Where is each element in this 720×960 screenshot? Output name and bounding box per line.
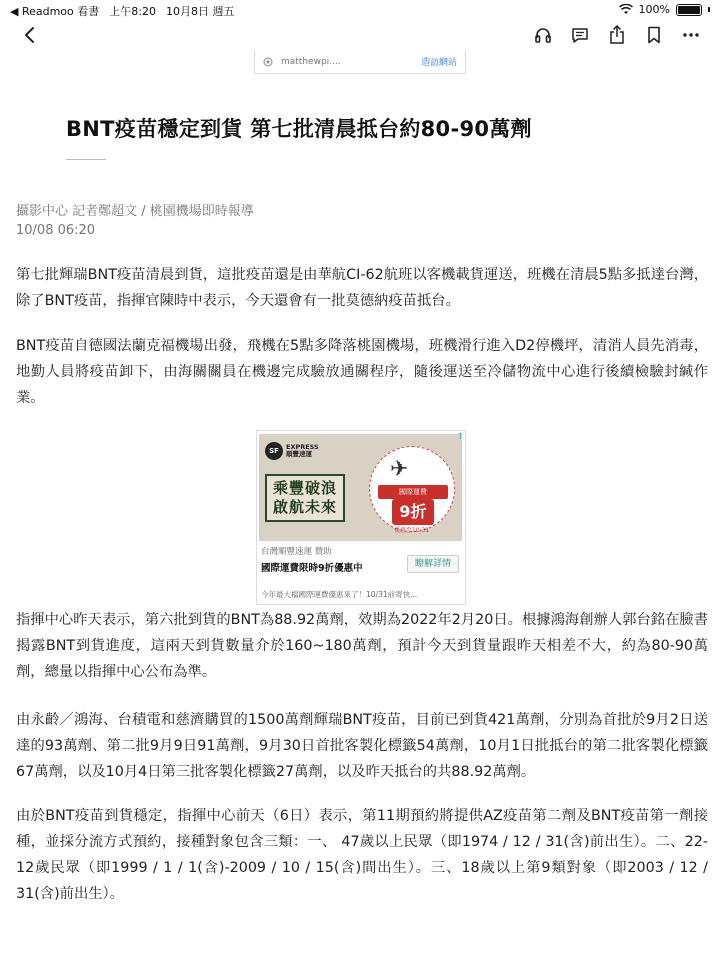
more-button[interactable] [678, 22, 704, 48]
article-byline: 攝影中心 記者鄭超文 / 桃園機場即時報導 [16, 204, 254, 219]
globe-icon [263, 57, 273, 67]
adchoices-icon[interactable]: T [458, 432, 463, 441]
headline-divider [66, 159, 106, 160]
back-button[interactable] [16, 22, 42, 48]
visit-site-link[interactable]: 造訪網站 [420, 58, 457, 68]
ad-promo-badge: ✈ 國際運費 9折 優惠至10.31 [369, 446, 455, 532]
notes-button[interactable] [567, 22, 593, 48]
headphones-icon [534, 26, 552, 44]
airplane-icon: ✈ [390, 457, 409, 482]
reader-toolbar [0, 20, 720, 50]
article-headline: BNT疫苗穩定到貨 第七批清晨抵台約80-90萬劑 [66, 117, 532, 141]
more-icon [682, 32, 700, 38]
top-ad-banner[interactable] [254, 50, 466, 74]
ad-slogan: 乘豐破浪 啟航未來 [265, 474, 345, 522]
inline-ad[interactable] [256, 430, 466, 605]
back-to-app-link[interactable]: ◀ Readmoo 看書 [10, 5, 100, 18]
learn-more-button[interactable]: 瞭解詳情 [407, 555, 459, 573]
article-paragraph: BNT疫苗自德國法蘭克福機場出發，飛機在5點多降落桃園機場，班機滑行進入D2停機坪，清消人員先消毒，地勤人員將疫苗卸下，由海關關員在機邊完成驗放通關程序，隨後運送至冷儲物流中心進行後續檢驗封緘作業。 [16, 338, 708, 406]
share-button[interactable] [604, 22, 630, 48]
status-bar [0, 0, 720, 18]
sf-express-logo: SF EXPRESS 順豐速運 [265, 442, 319, 460]
ad-url: matthewpi.... [281, 56, 341, 67]
back-icon [23, 26, 35, 44]
share-icon [609, 25, 625, 45]
article-paragraph: 由於BNT疫苗到貨穩定，指揮中心前天（6日）表示，第11期預約將提供AZ疫苗第二劑及BNT疫苗第一劑接種，並採分流方式預約，接種對象包含三類：一、 47歲以上民眾（即1974 / 12 / 31(含)前出生）。二、22-12歲民眾（即1999 / 1 / 1(含)-2009 / 10 / 15(含)間出生）。三、18歲以上第9類對象（即2003 / 12 / 31(含)前出生）。 [16, 808, 708, 902]
ad-description: 今年最大檔國際運費優惠來了！10/31前寄快... [261, 590, 418, 599]
listen-button[interactable] [530, 22, 556, 48]
notes-icon [571, 26, 589, 44]
battery-percent: 100% [638, 3, 670, 16]
status-date: 10月8日 週五 [165, 5, 235, 18]
article-paragraph: 第七批輝瑞BNT疫苗清晨到貨，這批疫苗還是由華航CI-62航班以客機載貨運送，班機在清晨5點多抵達台灣，除了BNT疫苗，指揮官陳時中表示，今天還會有一批莫德納疫苗抵台。 [16, 267, 708, 309]
article-paragraph: 由永齡／鴻海、台積電和慈濟購買的1500萬劑輝瑞BNT疫苗，目前已到貨421萬劑，分別為首批於9月2日送達的93萬劑、第二批9月9日91萬劑，9月30日首批客製化標籤54萬劑，10月1日批抵台的第二批客製化標籤67萬劑，以及10月4日第三批客製化標籤27萬劑，以及昨天抵台的共88.92萬劑。 [16, 712, 708, 780]
article-timestamp: 10/08 06:20 [16, 223, 96, 238]
wifi-icon [619, 4, 633, 15]
ad-sponsor: 台灣順豐速運 贊助 [261, 547, 332, 557]
ad-image[interactable] [259, 434, 462, 541]
bookmark-button[interactable] [641, 22, 667, 48]
article-paragraph: 指揮中心昨天表示，第六批到貨的BNT為88.92萬劑，效期為2022年2月20日。根據鴻海創辦人郭台銘在臉書揭露BNT到貨進度，這兩天到貨數量介於160~180萬劑，預計今天到貨量跟昨天相差不大，約為80-90萬劑，總量以指揮中心公布為準。 [16, 612, 708, 680]
ad-title[interactable]: 國際運費限時9折優惠中 [261, 563, 363, 574]
battery-icon [676, 4, 702, 16]
status-time: 上午8:20 [109, 5, 156, 18]
bookmark-icon [647, 26, 661, 44]
